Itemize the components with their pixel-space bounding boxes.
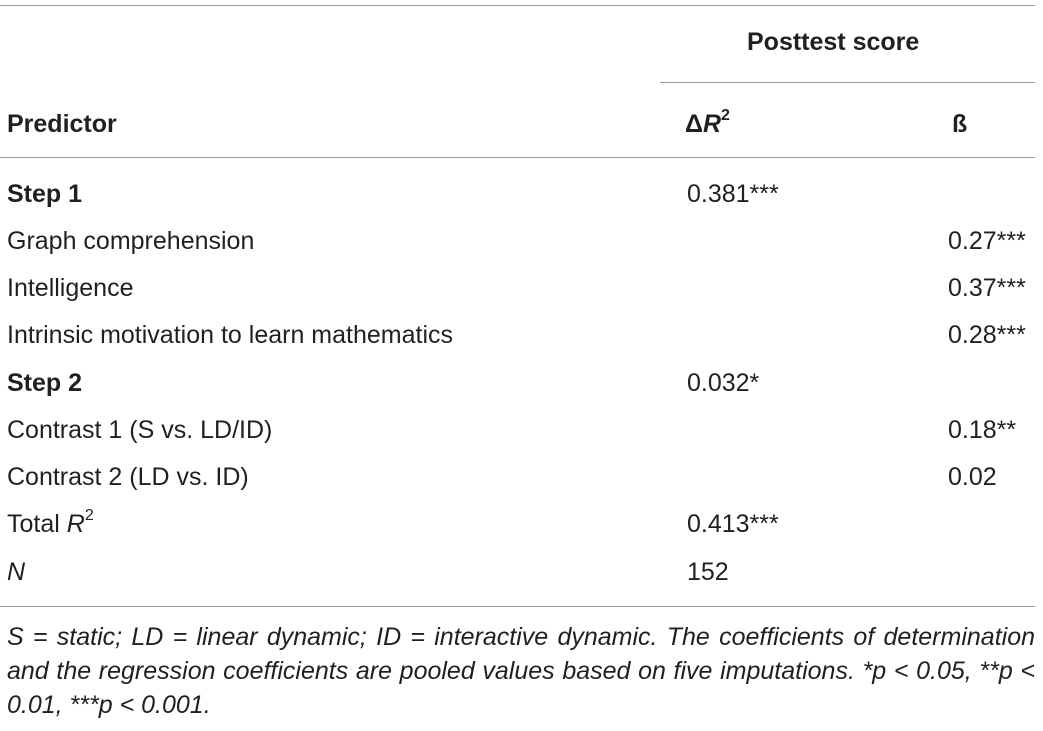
n-value: 152	[687, 558, 729, 586]
row-label: Contrast 2 (LD vs. ID)	[7, 463, 249, 491]
total-prefix: Total	[7, 510, 67, 538]
row-delta-r2: 0.032*	[687, 369, 760, 397]
total-r-symbol: R	[66, 510, 85, 538]
n-label: N	[7, 558, 26, 586]
delta-symbol: Δ	[685, 110, 703, 138]
row-label: Step 2	[7, 369, 83, 397]
row-beta: 0.18**	[948, 416, 1017, 444]
group-header-rule	[660, 82, 1035, 83]
row-label: Intrinsic motivation to learn mathematics	[7, 321, 454, 349]
row-label: Graph comprehension	[7, 227, 255, 255]
table-footnote: S = static; LD = linear dynamic; ID = interactive dynamic. The coefficients of determination and the regression coefficients are pooled values based on five imputations. *p < 0.05, **p < 0.01, ***p < 0.001.	[7, 623, 1035, 719]
row-beta: 0.37***	[948, 274, 1026, 302]
row-delta-r2: 0.381***	[687, 180, 779, 208]
column-header-delta-r2	[685, 109, 730, 139]
row-beta: 0.27***	[948, 227, 1026, 255]
group-header-posttest-score: Posttest score	[747, 28, 920, 56]
row-beta: 0.28***	[948, 321, 1026, 349]
row-label: Contrast 1 (S vs. LD/ID)	[7, 416, 273, 444]
bottom-rule	[0, 606, 1035, 607]
column-header-beta: ß	[952, 110, 968, 138]
column-header-predictor: Predictor	[7, 110, 117, 138]
row-label: Step 1	[7, 180, 83, 208]
header-rule	[0, 157, 1035, 158]
total-r2-value: 0.413***	[687, 510, 779, 538]
total-r2-label	[7, 509, 94, 539]
total-r-superscript: 2	[84, 507, 94, 524]
top-rule	[0, 5, 1035, 6]
row-label: Intelligence	[7, 274, 134, 302]
row-beta: 0.02	[948, 463, 997, 491]
r-superscript: 2	[721, 107, 730, 124]
r-symbol: R	[702, 110, 722, 138]
